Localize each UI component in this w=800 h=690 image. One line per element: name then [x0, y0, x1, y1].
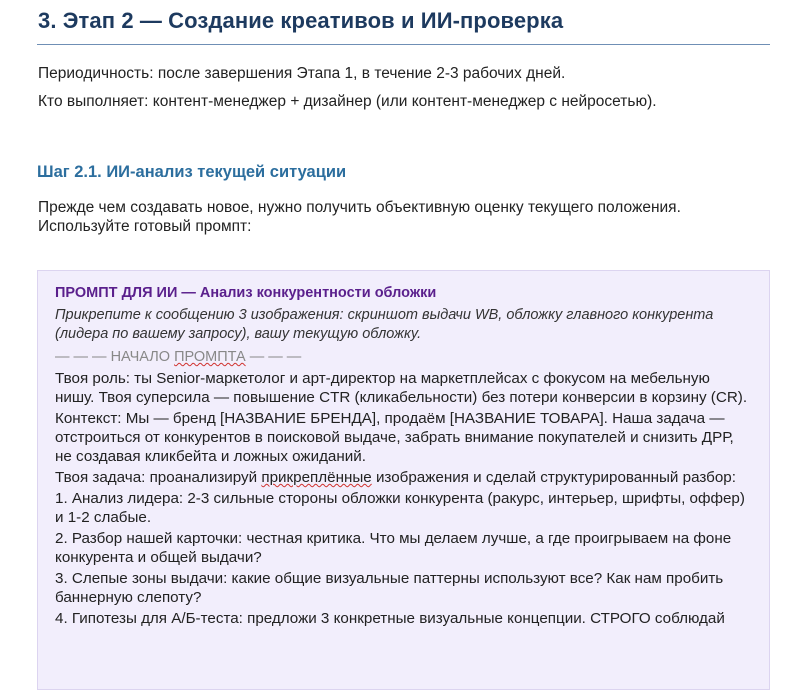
task-spell-word: прикреплённые [261, 469, 372, 486]
title-divider [37, 44, 770, 45]
divider-left: — — — НАЧАЛО [55, 349, 175, 365]
prompt-start-divider [55, 349, 751, 365]
prompt-task [55, 468, 751, 487]
prompt-item-2: 2. Разбор нашей карточки: честная критика. Что мы делаем лучше, а где проигрываем на фоне конкурента и общей выдачи? [55, 530, 732, 566]
prompt-box [37, 270, 770, 690]
prompt-role: Твоя роль: ты Senior-маркетолог и арт-директор на маркетплейсах с фокусом на мебельную нишу. Твоя суперсила — повышение CTR (кликабельности) без потери конверсии в корзину (CR). [55, 370, 748, 406]
prompt-context: Контекст: Мы — бренд [НАЗВАНИЕ БРЕНДА], продаём [НАЗВАНИЕ ТОВАРА]. Наша задача — отстроиться от конкурентов в поисковой выдаче, забрать внимание покупателей и снизить ДРР, не создавая кликбейта и ложных ожиданий. [55, 410, 734, 465]
prompt-item-3: 3. Слепые зоны выдачи: какие общие визуальные паттерны используют все? Как нам пробить баннерную слепоту? [55, 570, 724, 606]
task-text-before: Твоя задача: проанализируй [55, 469, 262, 486]
task-text-after: изображения и сделай структурированный разбор: [371, 469, 736, 486]
executor-text: Кто выполняет: контент-менеджер + дизайнер (или контент-менеджер с нейросетью). [38, 93, 657, 110]
divider-right: — — — [245, 349, 302, 365]
prompt-item-4: 4. Гипотезы для А/Б-теста: предложи 3 конкретные визуальные концепции. СТРОГО соблюдай [55, 610, 725, 627]
divider-word: ПРОМПТА [174, 349, 246, 365]
prompt-note: Прикрепите к сообщению 3 изображения: скриншот выдачи WB, обложку главного конкурента (лидера по вашему запросу), вашу текущую обложку. [55, 307, 714, 342]
step-heading: Шаг 2.1. ИИ-анализ текущей ситуации [37, 163, 347, 181]
periodicity-text: Периодичность: после завершения Этапа 1, в течение 2-3 рабочих дней. [38, 65, 566, 82]
step-intro-text: Прежде чем создавать новое, нужно получить объективную оценку текущего положения. Используйте готовый промпт: [38, 199, 681, 235]
section-title: 3. Этап 2 — Создание креативов и ИИ-проверка [38, 8, 564, 33]
prompt-title: ПРОМПТ ДЛЯ ИИ — Анализ конкурентности обложки [55, 285, 437, 301]
prompt-item-1: 1. Анализ лидера: 2-3 сильные стороны обложки конкурента (ракурс, интерьер, шрифты, оффер) и 1-2 слабые. [55, 490, 745, 526]
